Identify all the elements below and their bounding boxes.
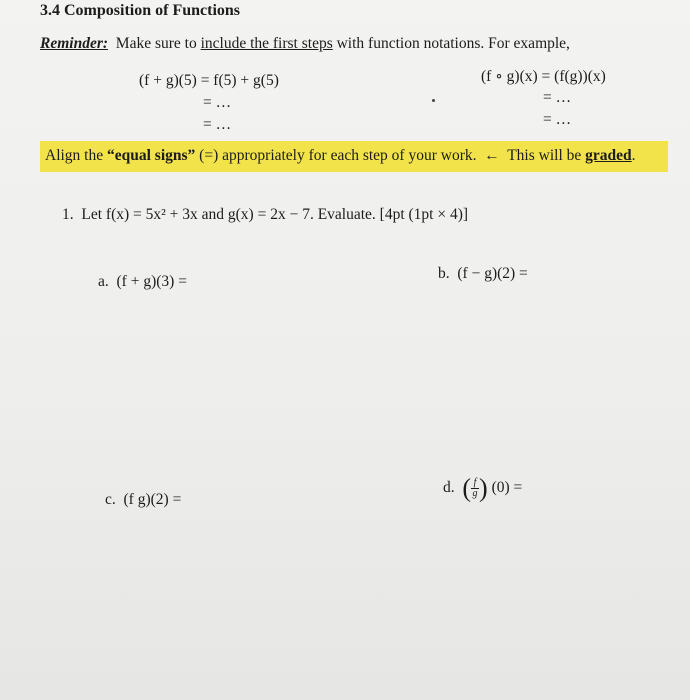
example-right-line2: = …: [543, 89, 572, 106]
part-a-expr: (f + g)(3) =: [116, 273, 187, 290]
part-a-label: a.: [98, 273, 109, 290]
problem-1: [62, 206, 468, 224]
reminder-line: [40, 35, 570, 53]
align-bold: “equal signs”: [107, 147, 196, 164]
part-a: [98, 273, 187, 291]
reminder-text-after: with function notations. For example,: [336, 35, 570, 52]
example-right-line3: = …: [543, 111, 572, 128]
part-b-label: b.: [438, 265, 450, 282]
align-note: [45, 147, 636, 165]
example-left-lhs: (f + g)(5): [139, 72, 197, 89]
example-left-line3: = …: [203, 116, 232, 133]
part-c: [105, 491, 181, 509]
part-d: [443, 473, 523, 503]
graded-word: graded: [585, 147, 632, 164]
part-d-tail: (0) =: [491, 479, 523, 497]
part-b-expr: (f − g)(2) =: [457, 265, 528, 282]
part-d-numerator: f: [473, 477, 477, 488]
part-c-label: c.: [105, 491, 116, 508]
example-left-rhs: = f(5) + g(5): [200, 72, 279, 89]
part-d-label: d.: [443, 479, 455, 497]
part-b: [438, 265, 528, 283]
align-prefix: Align the: [45, 147, 104, 164]
reminder-underlined: include the first steps: [200, 35, 333, 52]
section-title: 3.4 Composition of Functions: [40, 2, 241, 19]
example-left-line2: = …: [203, 94, 232, 111]
example-left-line1: [139, 72, 279, 90]
stray-dot: [432, 99, 435, 102]
part-d-open-paren: (: [462, 473, 472, 503]
graded-prefix: This will be: [507, 147, 582, 164]
problem-text: Let f(x) = 5x² + 3x and g(x) = 2x − 7. Evaluate. [4pt (1pt × 4)]: [81, 206, 469, 223]
example-right-lhs: (f ∘ g)(x): [481, 68, 538, 85]
problem-number: 1.: [62, 206, 74, 223]
align-middle: (=) appropriately for each step of your work.: [199, 147, 477, 164]
part-c-expr: (f g)(2) =: [123, 491, 182, 508]
example-right-rhs: = (f(g))(x): [541, 68, 606, 85]
part-d-denominator: g: [472, 488, 478, 499]
graded-period: .: [631, 147, 636, 164]
left-arrow-icon: ←: [484, 147, 500, 164]
reminder-text-before: Make sure to: [115, 35, 197, 52]
example-right-line1: [481, 67, 606, 86]
part-d-fraction: [471, 478, 479, 499]
reminder-label: Reminder:: [40, 35, 109, 52]
part-d-close-paren: ): [479, 473, 488, 503]
